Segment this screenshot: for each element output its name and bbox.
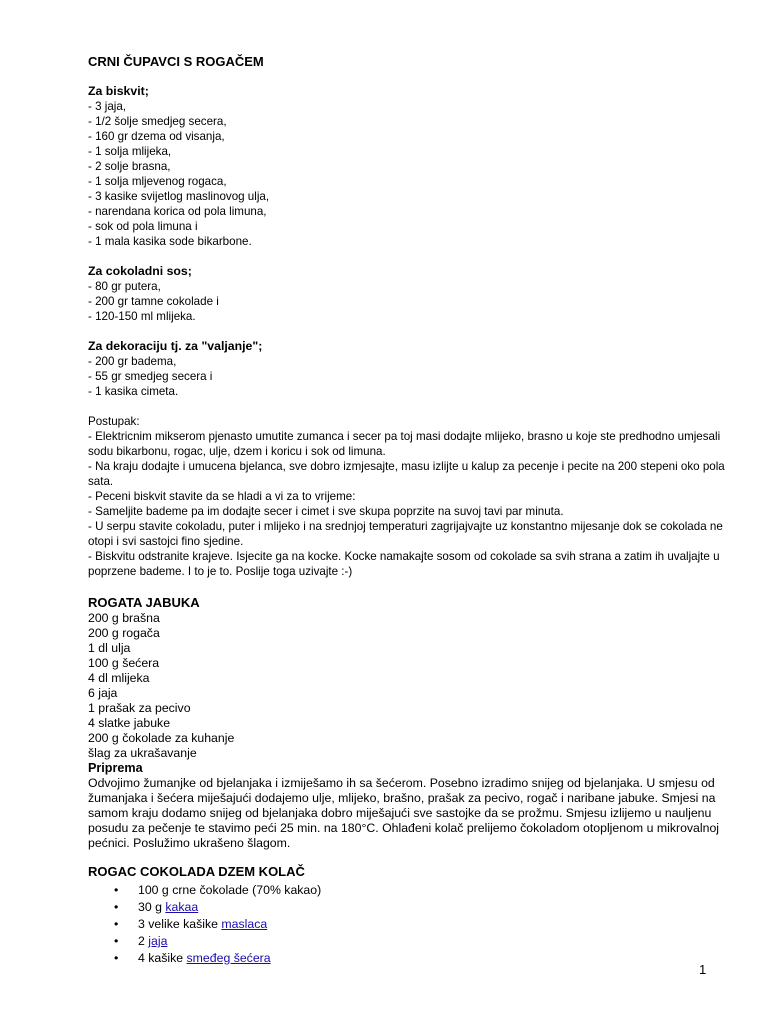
ingredient-line: - 1 kasika cimeta. [88,385,179,398]
ingredient-line: 200 g brašna [88,611,160,625]
ingredient-line: - 1 mala kasika sode bikarbone. [88,235,252,248]
instruction-list [88,429,728,579]
recipe-title: ROGAC COKOLADA DZEM KOLAČ [88,864,305,879]
ingredient-line: 200 g rogača [88,626,160,640]
ingredient-line: 4 slatke jabuke [88,716,171,730]
recipe-title: CRNI ČUPAVCI S ROGAČEM [88,54,264,69]
ingredient-link[interactable]: maslaca [221,917,268,931]
instruction-step: - Na kraju dodajte i umucena bjelanca, sve dobro izmjesajte, masu izlijte u kalup za pecenje i pecite na 200 stepeni oko pola sata. [88,460,725,488]
ingredient-line: 200 g čokolade za kuhanje [88,731,235,745]
ingredient-list-biskvit [88,99,728,249]
ingredient-link[interactable]: smeđeg šećera [186,951,271,965]
item-text: 3 velike kašike [138,917,222,931]
recipe-rogac-cokolada [88,864,728,967]
ingredient-line: - 2 solje brasna, [88,160,171,173]
section-heading-priprema: Priprema [88,761,143,775]
recipe-title: ROGATA JABUKA [88,595,200,610]
list-item [88,882,728,899]
ingredient-line: 4 dl mlijeka [88,671,150,685]
section-heading-biskvit: Za biskvit; [88,84,149,98]
ingredient-line: - 55 gr smedjeg secera i [88,370,213,383]
bullet-icon: • [114,934,119,948]
ingredient-line: 1 prašak za pecivo [88,701,191,715]
instruction-step: - Elektricnim mikserom pjenasto umutite zumanca i secer pa toj masi dodajte mlijeko, brasno u koje ste predhodno umjesali sodu bikarbonu, rogac, ulje, dzem i koricu i sok od limuna. [88,430,721,458]
ingredient-line: - 1 solja mljevenog rogaca, [88,175,227,188]
ingredient-list-sos [88,279,728,324]
ingredient-line: - 200 gr badema, [88,355,177,368]
document-page [88,54,728,967]
ingredient-list-dekoracija [88,354,728,399]
item-text: 2 [138,934,149,948]
ingredient-line: 1 dl ulja [88,641,131,655]
bullet-icon: • [114,917,119,931]
instruction-step: - Biskvitu odstranite krajeve. Isjecite ga na kocke. Kocke namakajte sosom od cokolade sa svih strana a zatim ih uvaljajte u poprzene bademe. I to je to. Poslije toga uzivajte :-) [88,550,720,578]
ingredient-line: - narendana korica od pola limuna, [88,205,267,218]
ingredient-line: - 3 kasike svijetlog maslinovog ulja, [88,190,270,203]
ingredient-list-jabuka [88,611,728,761]
ingredient-line: - 1 solja mlijeka, [88,145,172,158]
ingredient-line: 100 g šećera [88,656,160,670]
ingredient-line: 6 jaja [88,686,118,700]
ingredient-line: - sok od pola limuna i [88,220,198,233]
ingredient-line: - 200 gr tamne cokolade i [88,295,219,308]
bullet-ingredient-list [88,882,728,967]
recipe-crni-cupavci [88,54,728,579]
section-heading-sos: Za cokoladni sos; [88,264,192,278]
bullet-icon: • [114,951,119,965]
ingredient-line: - 80 gr putera, [88,280,161,293]
list-item [88,899,728,916]
page-number: 1 [699,962,707,977]
instruction-step: - Sameljite bademe pa im dodajte secer i cimet i sve skupa poprzite na suvoj tavi par minuta. [88,505,564,518]
list-item [88,950,728,967]
ingredient-line: - 160 gr dzema od visanja, [88,130,225,143]
item-text: 100 g crne čokolade (70% kakao) [138,883,322,897]
bullet-icon: • [114,883,119,897]
ingredient-link[interactable]: kakaa [165,900,199,914]
list-item [88,933,728,950]
ingredient-link[interactable]: jaja [148,934,168,948]
bullet-icon: • [114,900,119,914]
list-item [88,916,728,933]
section-heading-dekoracija: Za dekoraciju tj. za "valjanje"; [88,339,263,353]
recipe-rogata-jabuka [88,595,728,851]
item-text: 4 kašike [138,951,187,965]
ingredient-line: šlag za ukrašavanje [88,746,197,760]
ingredient-line: - 1/2 šolje smedjeg secera, [88,115,227,128]
preparation-text: Odvojimo žumanjke od bjelanjaka i izmiješamo ih sa šećerom. Posebno izradimo snijeg od bjelanjaka. U smjesu od žumanjaka i šećera miješajući dodajemo ulje, mlijeko, brašno, prašak za pecivo, rogač i naribane jabuke. Smjesi na samom kraju dodamo snijeg od bjelanjaka dobro miješajući sve sastojke da se prožmu. Smjesu izlijemo u nauljenu posudu za pečenje te stavimo peći 25 min. na 180°C. Ohlađeni kolač prelijemo čokoladom otopljenom u mikrovalnoj pećnici. Poslužimo ukrašeno šlagom. [88,776,720,850]
ingredient-line: - 3 jaja, [88,100,127,113]
instruction-step: - Peceni biskvit stavite da se hladi a vi za to vrijeme: [88,490,356,503]
ingredient-line: - 120-150 ml mlijeka. [88,310,196,323]
instruction-step: - U serpu stavite cokoladu, puter i mlijeko i na srednjoj temperaturi zagrijajvajte uz konstantno mijesanje dok se cokolada ne otopi i svi sastojci fino sjedine. [88,520,723,548]
section-heading-postupak: Postupak: [88,415,140,428]
item-text: 30 g [138,900,166,914]
